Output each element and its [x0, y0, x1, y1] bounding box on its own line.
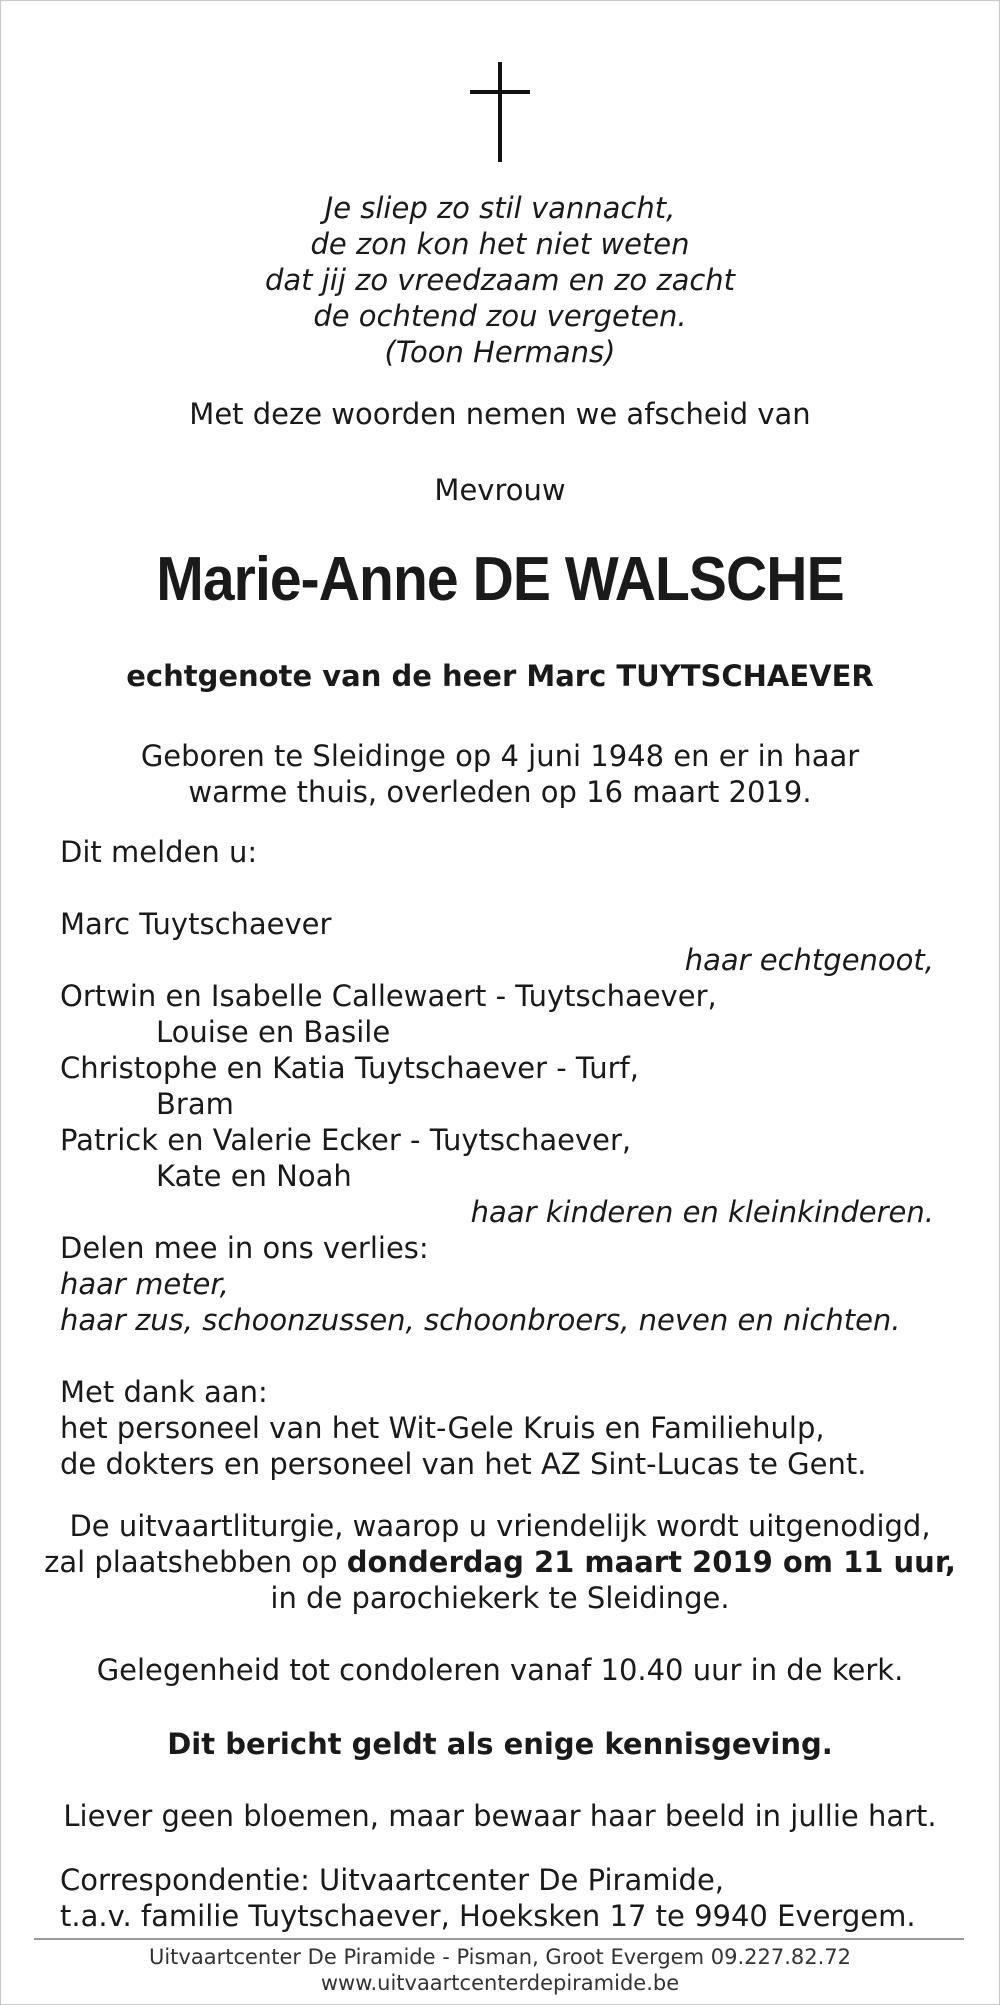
family-child: Patrick en Valerie Ecker - Tuytschaever, [60, 1123, 632, 1157]
thanks-line: de dokters en personeel van het AZ Sint-Lucas te Gent. [60, 1447, 867, 1481]
spouse-role: haar echtgenoot, [684, 943, 934, 977]
poem-line: Je sliep zo stil vannacht, [324, 191, 676, 225]
thanks-header: Met dank aan: [60, 1375, 268, 1409]
intro-text: Met deze woorden nemen we afscheid van [189, 397, 811, 431]
service-text: zal plaatshebben op [44, 1545, 347, 1579]
cross-icon [470, 62, 530, 162]
service-date: donderdag 21 maart 2019 om 11 uur, [346, 1545, 956, 1579]
family-grandchildren: Bram [156, 1087, 234, 1121]
children-role: haar kinderen en kleinkinderen. [470, 1195, 934, 1229]
condolence-text: Gelegenheid tot condoleren vanaf 10.40 uur in de kerk. [96, 1653, 904, 1687]
flowers-text: Liever geen bloemen, maar bewaar haar beeld in jullie hart. [63, 1799, 937, 1833]
birth-death-line: Geboren te Sleidinge op 4 juni 1948 en er in haar [140, 739, 860, 773]
thanks-line: het personeel van het Wit-Gele Kruis en Familiehulp, [60, 1411, 825, 1445]
spouse-line: echtgenote van de heer Marc TUYTSCHAEVER [126, 659, 874, 693]
family-spouse: Marc Tuytschaever [60, 907, 332, 941]
family-grandchildren: Kate en Noah [156, 1159, 352, 1193]
footer-funeral-home: Uitvaartcenter De Piramide - Pisman, Groot Evergem 09.227.82.72 [148, 1945, 852, 1969]
poem-author: (Toon Hermans) [384, 335, 616, 369]
family-child: Christophe en Katia Tuytschaever - Turf, [60, 1051, 639, 1085]
deceased-name: Marie-Anne DE WALSCHE [156, 545, 844, 614]
correspondence-line: t.a.v. familie Tuytschaever, Hoeksken 17 te 9940 Evergem. [60, 1899, 916, 1933]
poem-line: dat jij zo vreedzaam en zo zacht [264, 263, 736, 297]
service-line [0, 1544, 1000, 1580]
family-grandchildren: Louise en Basile [156, 1015, 391, 1049]
sharing-header: Delen mee in ons verlies: [60, 1231, 429, 1265]
correspondence-line: Correspondentie: Uitvaartcenter De Piramide, [60, 1863, 724, 1897]
footer-divider [34, 1938, 964, 1940]
notice-text: Dit bericht geldt als enige kennisgeving. [167, 1727, 833, 1761]
footer-website[interactable]: www.uitvaartcenterdepiramide.be [320, 1971, 680, 1995]
sharing-line: haar meter, [60, 1267, 229, 1301]
poem-line: de ochtend zou vergeten. [313, 299, 687, 333]
birth-death-line: warme thuis, overleden op 16 maart 2019. [188, 775, 812, 809]
service-line: De uitvaartliturgie, waarop u vriendelijk wordt uitgenodigd, [69, 1509, 931, 1543]
announcers-header: Dit melden u: [60, 835, 258, 869]
honorific: Mevrouw [434, 473, 566, 507]
sharing-line: haar zus, schoonzussen, schoonbroers, neven en nichten. [60, 1303, 901, 1337]
poem-line: de zon kon het niet weten [310, 227, 690, 261]
service-location: in de parochiekerk te Sleidinge. [270, 1581, 730, 1615]
family-child: Ortwin en Isabelle Callewaert - Tuytschaever, [60, 979, 717, 1013]
